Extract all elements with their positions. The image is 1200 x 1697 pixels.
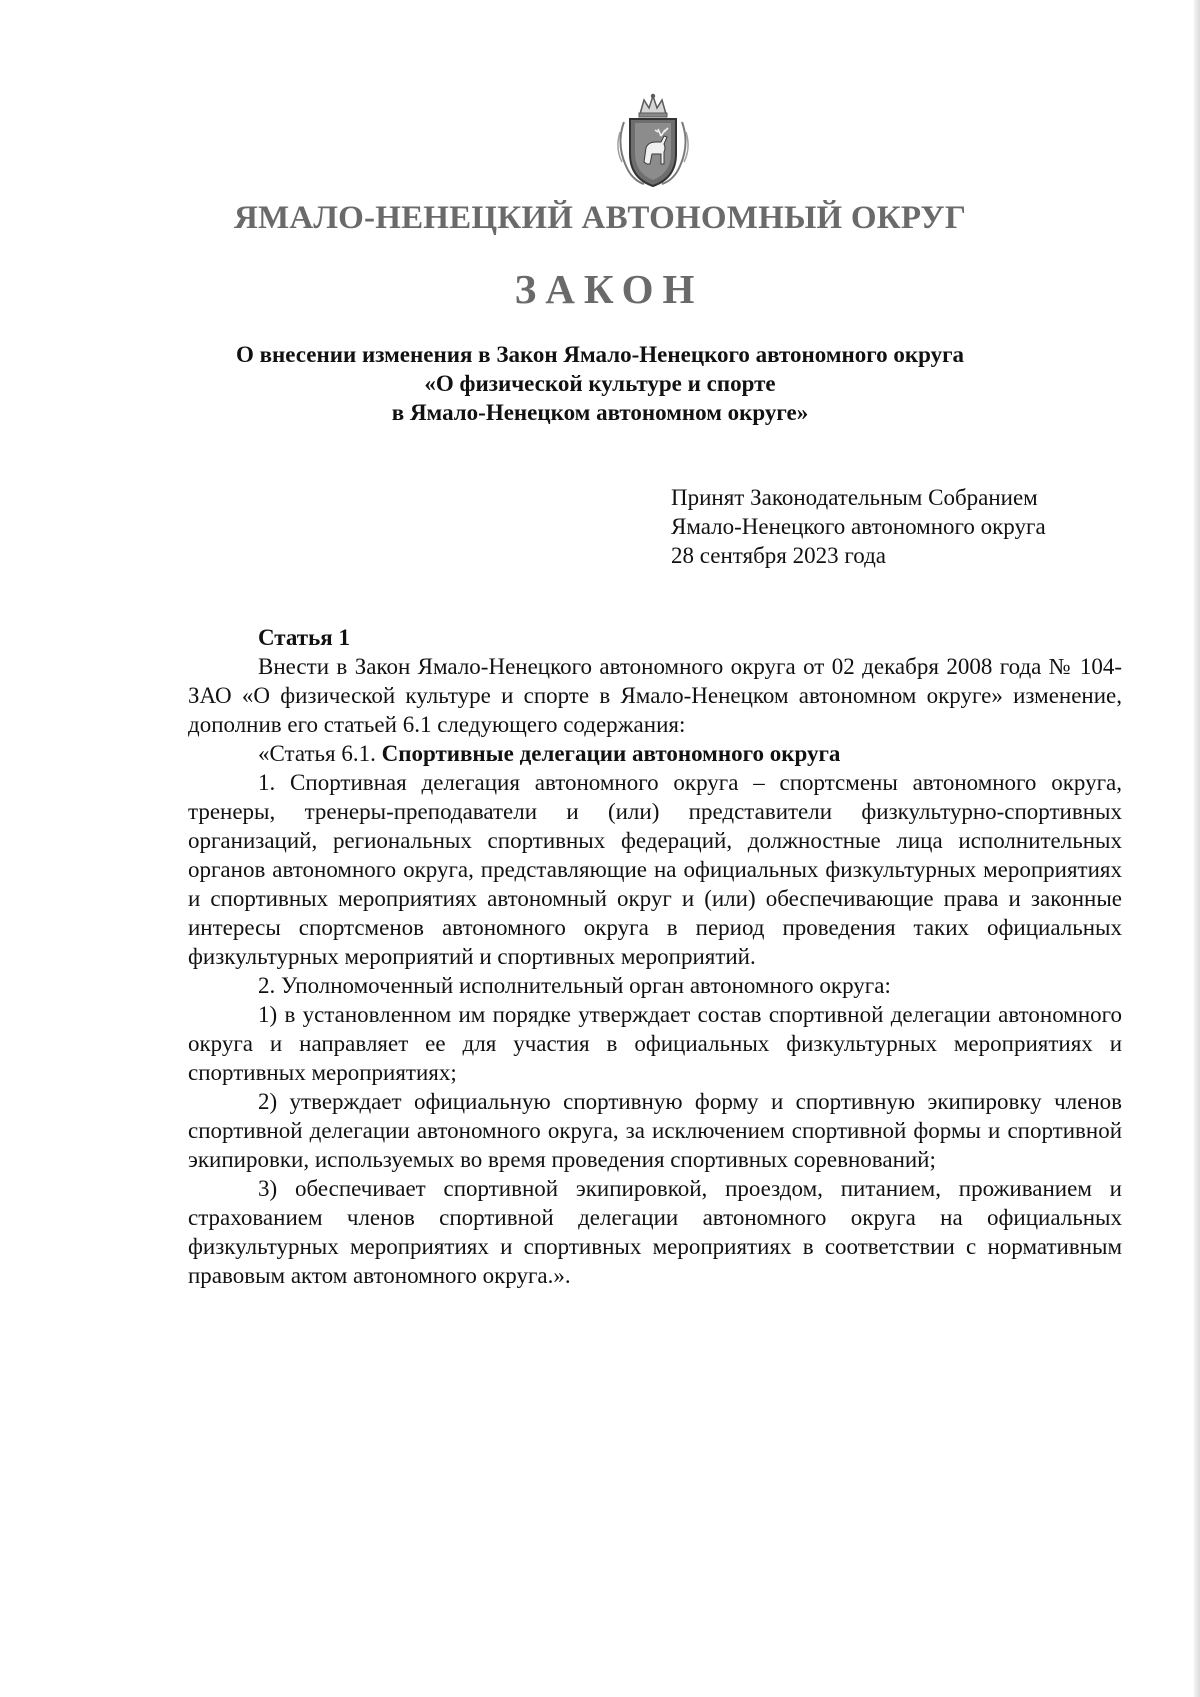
adoption-line: Ямало-Ненецкого автономного округа xyxy=(671,514,1046,539)
law-subject xyxy=(0,340,1200,427)
law-subject-line: «О физической культуре и спорте xyxy=(424,371,776,396)
article-paragraph: 2) утверждает официальную спортивную форму и спортивную экипировку членов спортивной делегации автономного округа, за исключением спортивной формы и спортивной экипировки, используемых во время проведения спортивных соревнований; xyxy=(188,1089,1122,1172)
article-paragraph: 1. Спортивная делегация автономного округа – спортсмены автономного округа, тренеры, тренеры-преподаватели и (или) представители физкультурно-спортивных организаций, региональных спортивных федераций, должностные лица исполнительных органов автономного округа, представляющие на официальных физкультурных мероприятиях и спортивных мероприятиях автономный округ и (или) обеспечивающие права и законные интересы спортсменов автономного округа в период проведения таких официальных физкультурных мероприятий и спортивных мероприятий. xyxy=(188,770,1122,969)
law-title: ЗАКОН xyxy=(514,266,704,312)
coat-of-arms-icon xyxy=(614,92,692,190)
article-intro: Внести в Закон Ямало-Ненецкого автономного округа от 02 декабря 2008 года № 104-ЗАО «О физической культуре и спорте в Ямало-Ненецком автономном округе» изменение, дополнив его статьей 6.1 следующего содержания: xyxy=(188,654,1122,737)
law-body xyxy=(188,623,1122,1290)
new-article-heading xyxy=(188,739,1122,768)
law-subject-line: в Ямало-Ненецком автономном округе» xyxy=(391,400,809,425)
adoption-line: Принят Законодательным Собранием xyxy=(671,485,1038,510)
article-paragraph: 3) обеспечивает спортивной экипировкой, проездом, питанием, проживанием и страхованием членов спортивной делегации автономного округа на официальных физкультурных мероприятиях и спортивных мероприятиях в соответствии с нормативным правовым актом автономного округа.». xyxy=(188,1176,1122,1288)
article-paragraph: 2. Уполномоченный исполнительный орган автономного округа: xyxy=(258,973,891,998)
law-subject-line: О внесении изменения в Закон Ямало-Ненецкого автономного округа xyxy=(235,342,965,367)
adoption-date: 28 сентября 2023 года xyxy=(671,543,886,568)
adoption-note xyxy=(671,483,1046,570)
article-heading: Статья 1 xyxy=(258,625,350,650)
new-article-title: Спортивные делегации автономного округа xyxy=(381,741,841,766)
new-article-prefix: «Статья 6.1. xyxy=(258,741,382,766)
article-paragraph: 1) в установленном им порядке утверждает состав спортивной делегации автономного округа и направляет ее для участия в официальных физкультурных мероприятиях и спортивных мероприятиях; xyxy=(188,1002,1122,1085)
region-title: ЯМАЛО-НЕНЕЦКИЙ АВТОНОМНЫЙ ОКРУГ xyxy=(233,200,967,236)
page-edge-shadow xyxy=(1194,0,1200,1697)
